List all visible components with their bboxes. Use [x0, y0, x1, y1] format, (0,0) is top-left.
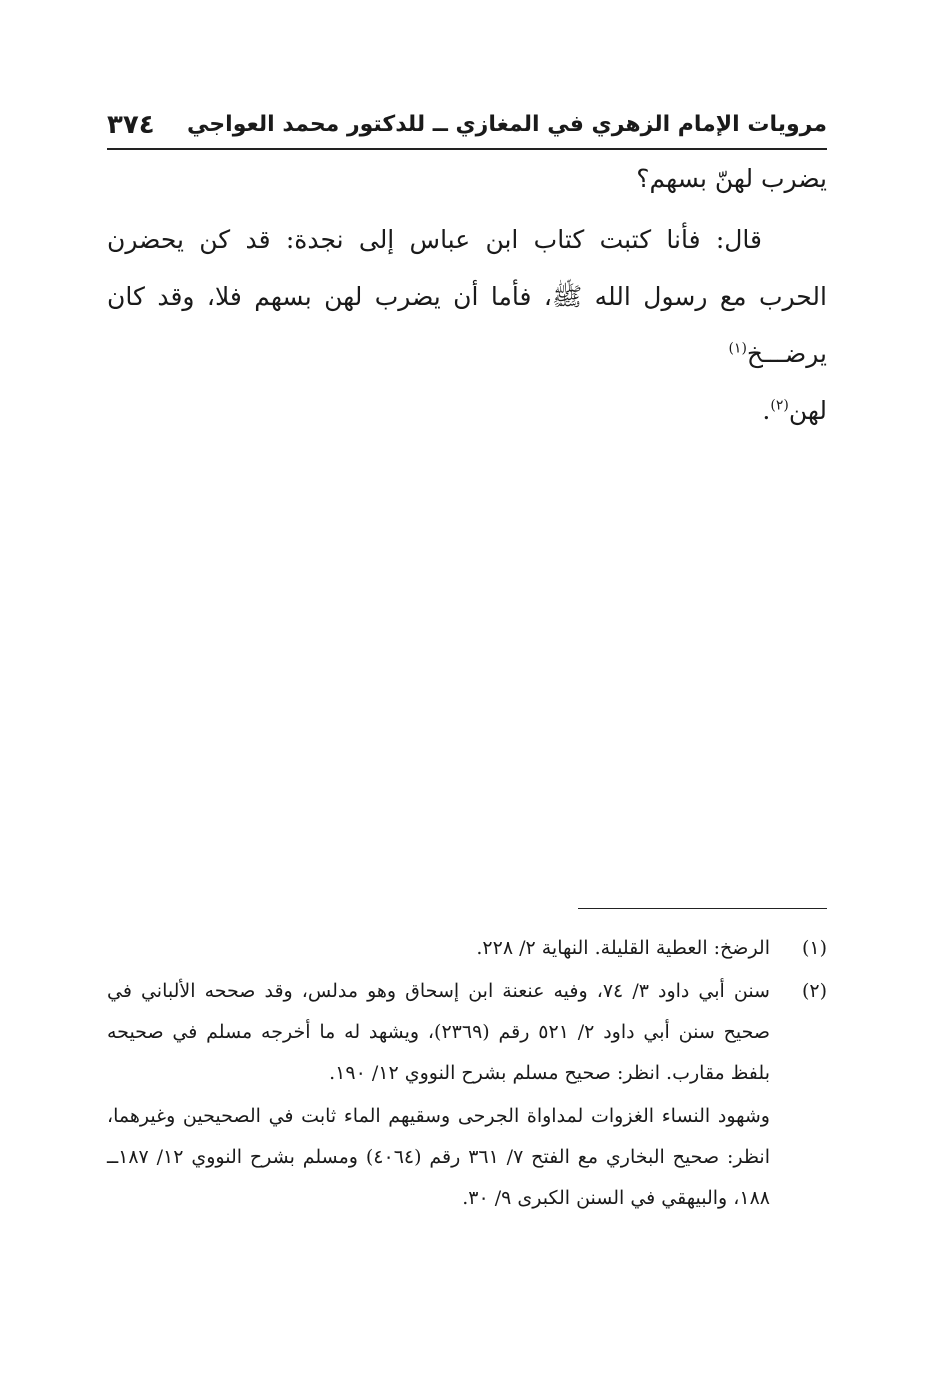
footnote-text: سنن أبي داود ٣/ ٧٤، وفيه عنعنة ابن إسحاق وهو مدلس، وقد صححه الألباني في صحيح سنن أبي داود ٢/ ٥٢١ رقم (٢٣٦٩)، ويشهد له ما أخرجه مسلم في صحيحه بلفظ مقارب. انظر: صحيح مسلم بشرح النووي ١٢/ ١٩٠. [107, 980, 770, 1084]
footnote-item [107, 928, 827, 969]
page-number: ٣٧٤ [107, 110, 155, 140]
footnote-text: الرضخ: العطية القليلة. النهاية ٢/ ٢٢٨. [476, 937, 770, 959]
paragraph-text: قال: فأنا كتبت كتاب ابن عباس إلى نجدة: قد كن يحضرن الحرب مع رسول الله ﷺ، فأما أن يضرب لهن بسهم فلا، وقد كان يرضـــخ [107, 225, 827, 368]
footnote-number: (٢) [801, 980, 827, 1002]
footnote-text: وشهود النساء الغزوات لمداواة الجرحى وسقيهم الماء ثابت في الصحيحين وغيرهما، انظر: صحيح البخاري مع الفتح ٧/ ٣٦١ رقم (٤٠٦٤) ومسلم بشرح النووي ١٢/ ١٨٧ــ ١٨٨، والبيهقي في السنن الكبرى ٩/ ٣٠. [107, 1105, 770, 1209]
footnote-item [107, 971, 827, 1094]
footnote-reference[interactable]: (٢) [770, 397, 789, 414]
footnote-number: (١) [801, 937, 827, 959]
running-header [107, 108, 827, 148]
footnote-item [107, 1096, 827, 1219]
text-line: يضرب لهنّ بسهم؟ [636, 164, 827, 193]
running-header-title: مرويات الإمام الزهري في المغازي ــ للدكتور محمد العواجي [187, 112, 827, 137]
text-line [107, 382, 827, 439]
footnote-reference[interactable]: (١) [728, 340, 747, 357]
footnotes [107, 928, 827, 1219]
trail-text: لهن [788, 396, 827, 425]
main-text [107, 150, 827, 439]
trail-period: . [762, 396, 771, 425]
text-paragraph [107, 211, 827, 382]
footnote-separator [578, 908, 827, 909]
